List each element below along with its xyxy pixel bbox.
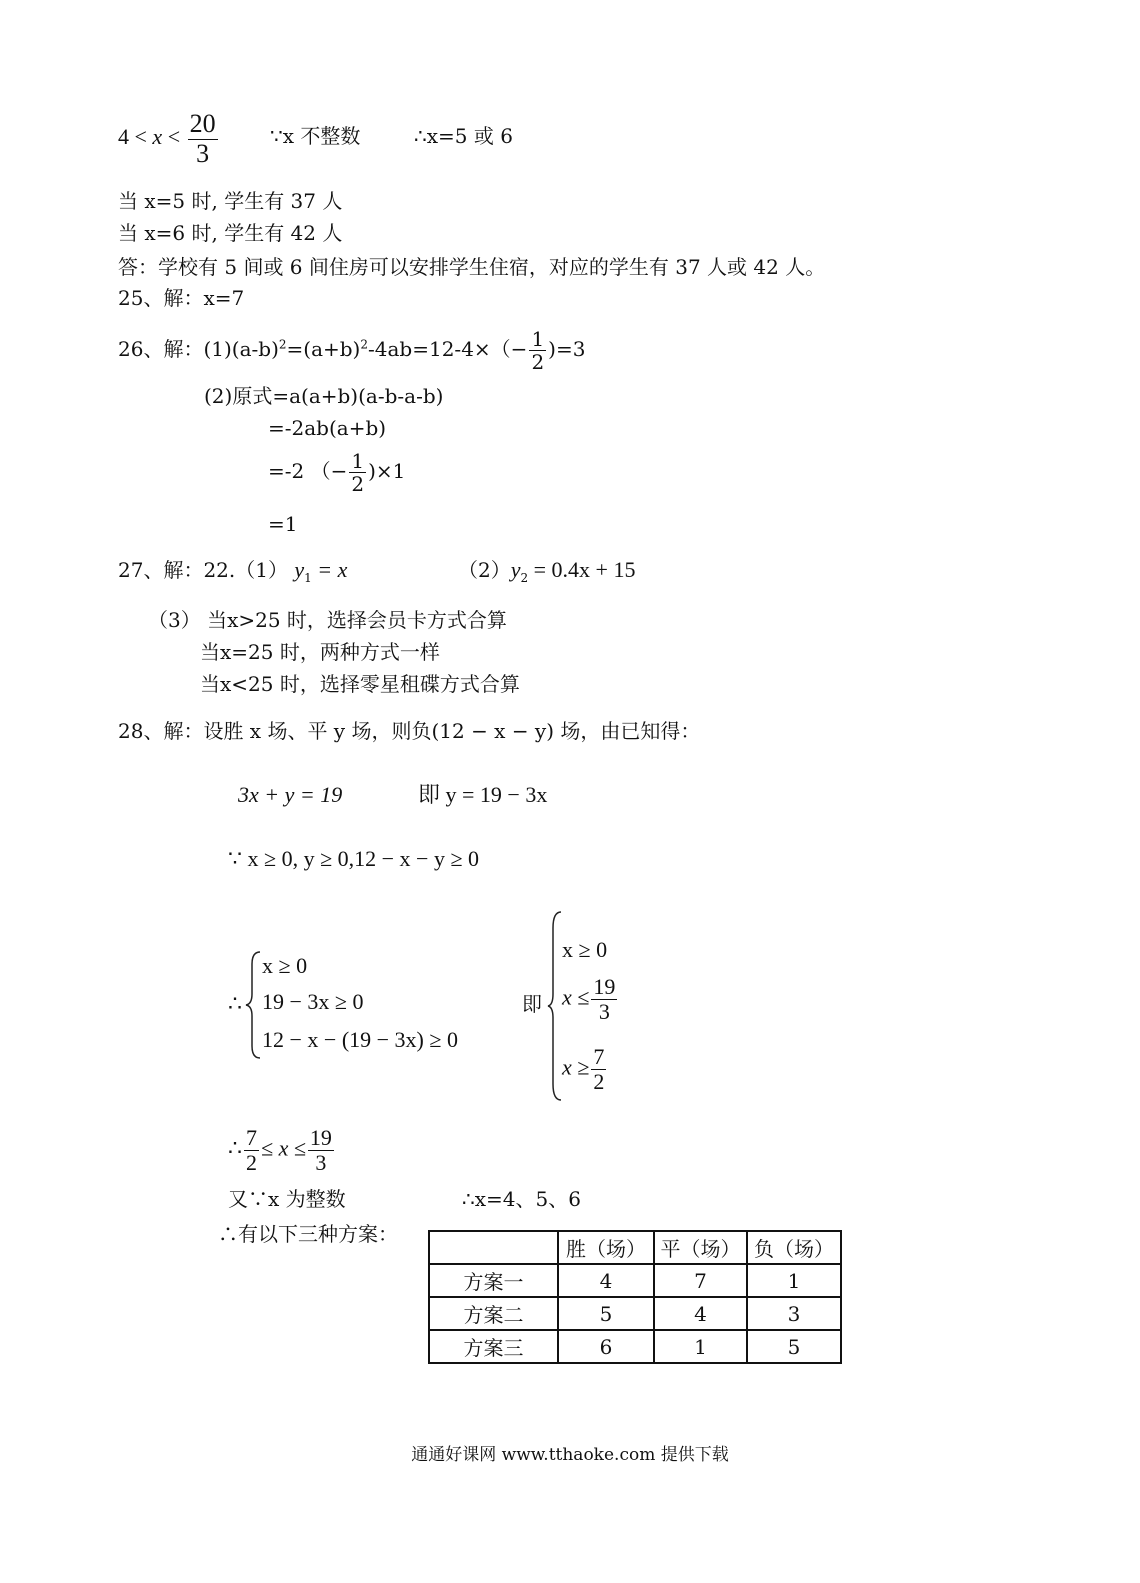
table-row [429,1330,841,1363]
answer-25: 25、解：x=7 [118,286,245,310]
answer-24: 答：学校有 5 间或 6 间住房可以安排学生住宿，对应的学生有 37 人或 42 人。 [118,255,826,279]
q26-mid: =(a+b) [286,337,361,361]
q26-fraction [529,328,546,373]
q27-y1-eq: = x [311,557,348,582]
q26-2c-fraction [349,450,366,495]
frac-num: 1 [531,327,545,351]
case-x5: 当 x=5 时, 学生有 37 人 [118,189,343,213]
q27-part3-a: （3） 当x>25 时，选择会员卡方式合算 [148,608,507,632]
table-cell: 4 [558,1264,654,1297]
table-header-row [429,1231,841,1264]
q28-integer: 又∵x 为整数 [228,1187,346,1211]
q26-prefix: 26、解：(1)(a-b) [118,337,279,361]
therefore-x-values: ∴x=5 或 6 [414,124,513,148]
table-row [429,1297,841,1330]
left-brace-icon [244,950,262,1060]
case-x6: 当 x=6 时, 学生有 42 人 [118,221,343,245]
plan-table [428,1230,842,1364]
q28-sys-therefore: ∴ [228,991,242,1016]
table-cell: 4 [654,1297,747,1330]
q28-range-frac1 [244,1126,259,1175]
inequality-line [118,110,220,168]
q27-y1: y [294,557,305,582]
q28-plans: ∴有以下三种方案： [218,1222,398,1246]
frac-num: 19 [593,974,616,999]
q28-r2 [562,975,619,1024]
frac-den: 2 [531,350,545,374]
q26-2c-post: )×1 [368,459,406,483]
q28-eq1: 3x + y = 19 [238,782,343,807]
q28-intro: 28、解：设胜 x 场、平 y 场，则负(12 − x − y) 场，由已知得： [118,719,701,743]
table-cell: 7 [654,1264,747,1297]
table-cell: 5 [558,1297,654,1330]
table-cell: 1 [654,1330,747,1363]
q26-part2-c [268,450,405,495]
q26-end: )=3 [548,337,586,361]
q27-part3-c: 当x<25 时，选择零星租碟方式合算 [200,672,520,696]
q27-part3-b: 当x=25 时，两种方式一样 [200,640,440,664]
ineq-x: x [152,124,163,150]
frac-num: 1 [351,449,365,473]
table-cell: 方案二 [429,1297,558,1330]
q28-r2-pre: x ≤ [562,984,590,1010]
frac-num: 7 [593,1044,605,1069]
q27-y2: y [510,557,521,582]
table-cell: 方案三 [429,1330,558,1363]
page-footer: 通通好课网 www.tthaoke.com 提供下载 [411,1445,729,1465]
table-cell: 1 [747,1264,841,1297]
q26-part1 [118,328,585,373]
frac-den: 3 [315,1150,327,1176]
q26-part2-b: =-2ab(a+b) [268,416,387,440]
q28-sys-row3: 12 − x − (19 − 3x) ≥ 0 [262,1027,458,1052]
q28-ji: 即 [522,992,542,1016]
q28-sys-row2: 19 − 3x ≥ 0 [262,989,364,1014]
table-header-cell: 负（场） [747,1231,841,1264]
q27-part1 [118,558,347,590]
q28-r3 [562,1045,608,1094]
q28-range-pre: ∴ [228,1135,242,1161]
q27-2-label: （2） [458,558,511,582]
q27-prefix: 27、解：22.（1） [118,558,288,582]
frac-num: 7 [246,1125,257,1150]
q26-2c-pre: =-2 （− [268,459,348,483]
q28-r3-pre: x ≥ [562,1054,590,1080]
q28-r2-fraction [591,975,617,1024]
frac-den: 2 [593,1069,605,1095]
frac-num: 19 [309,1125,332,1150]
table-header-cell: 平（场） [654,1231,747,1264]
ineq-left: 4 < [118,124,153,150]
q28-r1: x ≥ 0 [562,937,608,962]
ineq-lt: < [162,124,186,150]
q26-part2-d: =1 [268,512,298,536]
table-header-cell: 胜（场） [558,1231,654,1264]
frac-den: 3 [598,999,610,1025]
q27-y2-eq: = 0.4x + 15 [528,557,636,582]
table-cell: 方案一 [429,1264,558,1297]
table-header-cell [429,1231,558,1264]
q26-part2-a: (2)原式=a(a+b)(a-b-a-b) [204,384,444,408]
table-cell: 6 [558,1330,654,1363]
q28-conditions: ∵ x ≥ 0, y ≥ 0,12 − x − y ≥ 0 [228,846,480,871]
q26-sup1: 2 [278,337,287,352]
frac-den: 2 [246,1150,257,1176]
table-cell: 3 [747,1297,841,1330]
frac-num: 20 [189,109,216,138]
q28-xvals: ∴x=4、5、6 [462,1187,581,1211]
q27-y2-sub: 2 [520,571,529,585]
q28-range-mid: ≤ x ≤ [261,1135,306,1161]
left-brace-icon [547,910,563,1102]
q28-sys-row1: x ≥ 0 [262,953,308,978]
because-not-integer: ∵x 不整数 [270,124,361,148]
frac-den: 2 [351,472,365,496]
table-row [429,1264,841,1297]
frac-den: 3 [196,138,210,168]
fraction-20-3 [188,110,218,168]
q28-range-frac2 [308,1126,334,1175]
q26-sup2: 2 [360,337,369,352]
table-cell: 5 [747,1330,841,1363]
q28-range [228,1126,336,1175]
q26-rest: -4ab=12-4×（− [368,337,528,361]
q28-r3-fraction [591,1045,606,1094]
q28-eq1b: 即 y = 19 − 3x [418,782,548,807]
q27-part2 [458,558,635,590]
q27-y1-sub: 1 [304,571,312,585]
